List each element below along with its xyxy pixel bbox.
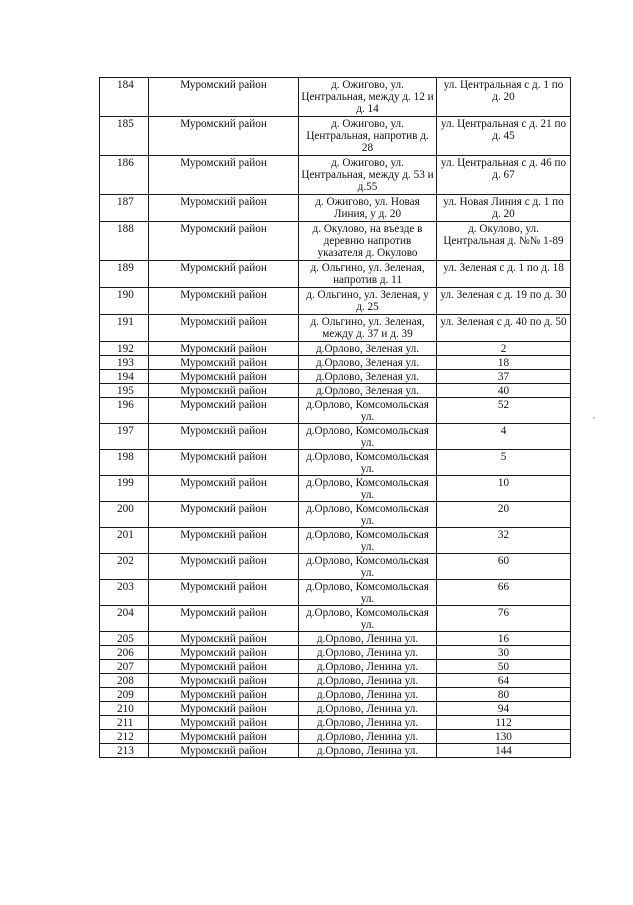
row-number: 208	[100, 674, 149, 688]
row-district: Муромский район	[149, 632, 299, 646]
row-district: Муромский район	[149, 384, 299, 398]
row-address: д. Окулово, на въезде в деревню напротив указателя д. Окулово	[299, 222, 437, 261]
row-houses: ул. Центральная с д. 1 по д. 20	[437, 78, 571, 117]
row-district: Муромский район	[149, 554, 299, 580]
table-row	[100, 744, 571, 758]
row-district: Муромский район	[149, 261, 299, 288]
row-district: Муромский район	[149, 646, 299, 660]
row-number: 203	[100, 580, 149, 606]
row-district: Муромский район	[149, 356, 299, 370]
row-number: 196	[100, 398, 149, 424]
table-row	[100, 660, 571, 674]
table-row	[100, 502, 571, 528]
row-address: д.Орлово, Комсомольская ул.	[299, 606, 437, 632]
row-address: д.Орлово, Зеленая ул.	[299, 384, 437, 398]
row-houses: д. Окулово, ул. Центральная д. №№ 1-89	[437, 222, 571, 261]
row-number: 213	[100, 744, 149, 758]
row-district: Муромский район	[149, 117, 299, 156]
row-number: 205	[100, 632, 149, 646]
table-row	[100, 450, 571, 476]
row-address: д.Орлово, Комсомольская ул.	[299, 398, 437, 424]
row-number: 200	[100, 502, 149, 528]
row-address: д. Ожигово, ул. Центральная, между д. 12 и д. 14	[299, 78, 437, 117]
row-district: Муромский район	[149, 702, 299, 716]
row-houses: 80	[437, 688, 571, 702]
row-address: д.Орлово, Комсомольская ул.	[299, 554, 437, 580]
row-district: Муромский район	[149, 606, 299, 632]
row-address: д.Орлово, Ленина ул.	[299, 632, 437, 646]
table-row	[100, 674, 571, 688]
row-district: Муромский район	[149, 476, 299, 502]
row-district: Муромский район	[149, 716, 299, 730]
row-address: д. Ольгино, ул. Зеленая, между д. 37 и д. 39	[299, 315, 437, 342]
row-number: 206	[100, 646, 149, 660]
row-address: д.Орлово, Ленина ул.	[299, 744, 437, 758]
row-number: 187	[100, 195, 149, 222]
table-row	[100, 398, 571, 424]
row-houses: 130	[437, 730, 571, 744]
row-address: д.Орлово, Комсомольская ул.	[299, 450, 437, 476]
row-houses: 16	[437, 632, 571, 646]
row-address: д.Орлово, Комсомольская ул.	[299, 580, 437, 606]
row-houses: 52	[437, 398, 571, 424]
table-row	[100, 384, 571, 398]
row-houses: 2	[437, 342, 571, 356]
table-row	[100, 646, 571, 660]
table-row	[100, 342, 571, 356]
row-address: д.Орлово, Ленина ул.	[299, 702, 437, 716]
table-row	[100, 356, 571, 370]
row-number: 198	[100, 450, 149, 476]
row-houses: 76	[437, 606, 571, 632]
row-houses: ул. Центральная с д. 46 по д. 67	[437, 156, 571, 195]
row-district: Муромский район	[149, 315, 299, 342]
row-address: д.Орлово, Комсомольская ул.	[299, 424, 437, 450]
row-district: Муромский район	[149, 660, 299, 674]
row-number: 186	[100, 156, 149, 195]
row-address: д. Ожигово, ул. Новая Линия, у д. 20	[299, 195, 437, 222]
row-houses: 18	[437, 356, 571, 370]
row-houses: 32	[437, 528, 571, 554]
row-district: Муромский район	[149, 502, 299, 528]
row-address: д. Ожигово, ул. Центральная, напротив д. 28	[299, 117, 437, 156]
address-table	[99, 77, 571, 758]
row-houses: ул. Зеленая с д. 40 по д. 50	[437, 315, 571, 342]
row-houses: 30	[437, 646, 571, 660]
row-houses: 60	[437, 554, 571, 580]
row-number: 191	[100, 315, 149, 342]
row-address: д.Орлово, Комсомольская ул.	[299, 528, 437, 554]
row-number: 202	[100, 554, 149, 580]
row-houses: 144	[437, 744, 571, 758]
scan-speck	[593, 417, 595, 419]
row-houses: 10	[437, 476, 571, 502]
row-number: 210	[100, 702, 149, 716]
table-row	[100, 476, 571, 502]
row-number: 190	[100, 288, 149, 315]
table-row	[100, 370, 571, 384]
row-address: д.Орлово, Ленина ул.	[299, 674, 437, 688]
row-number: 185	[100, 117, 149, 156]
row-number: 204	[100, 606, 149, 632]
row-district: Муромский район	[149, 424, 299, 450]
row-number: 212	[100, 730, 149, 744]
row-houses: ул. Зеленая с д. 19 по д. 30	[437, 288, 571, 315]
address-table-body	[100, 78, 571, 758]
row-houses: 37	[437, 370, 571, 384]
row-address: д.Орлово, Ленина ул.	[299, 660, 437, 674]
table-row	[100, 554, 571, 580]
row-number: 188	[100, 222, 149, 261]
row-district: Муромский район	[149, 528, 299, 554]
row-address: д.Орлово, Комсомольская ул.	[299, 476, 437, 502]
row-houses: 40	[437, 384, 571, 398]
row-number: 192	[100, 342, 149, 356]
row-district: Муромский район	[149, 78, 299, 117]
row-address: д.Орлово, Ленина ул.	[299, 688, 437, 702]
row-district: Муромский район	[149, 288, 299, 315]
row-district: Муромский район	[149, 450, 299, 476]
row-address: д. Ольгино, ул. Зеленая, у д. 25	[299, 288, 437, 315]
row-address: д.Орлово, Зеленая ул.	[299, 342, 437, 356]
row-houses: 112	[437, 716, 571, 730]
row-district: Муромский район	[149, 195, 299, 222]
row-houses: 66	[437, 580, 571, 606]
row-district: Муромский район	[149, 398, 299, 424]
table-row	[100, 156, 571, 195]
row-address: д.Орлово, Ленина ул.	[299, 730, 437, 744]
row-houses: 64	[437, 674, 571, 688]
row-number: 209	[100, 688, 149, 702]
row-houses: ул. Новая Линия с д. 1 по д. 20	[437, 195, 571, 222]
row-address: д.Орлово, Ленина ул.	[299, 646, 437, 660]
row-number: 194	[100, 370, 149, 384]
row-houses: 5	[437, 450, 571, 476]
table-row	[100, 195, 571, 222]
row-houses: ул. Зеленая с д. 1 по д. 18	[437, 261, 571, 288]
row-number: 211	[100, 716, 149, 730]
table-row	[100, 424, 571, 450]
table-row	[100, 78, 571, 117]
table-row	[100, 702, 571, 716]
table-row	[100, 716, 571, 730]
row-address: д.Орлово, Зеленая ул.	[299, 370, 437, 384]
row-address: д.Орлово, Комсомольская ул.	[299, 502, 437, 528]
row-district: Муромский район	[149, 342, 299, 356]
row-address: д.Орлово, Ленина ул.	[299, 716, 437, 730]
row-district: Муромский район	[149, 580, 299, 606]
row-number: 184	[100, 78, 149, 117]
row-houses: 50	[437, 660, 571, 674]
row-address: д. Ольгино, ул. Зеленая, напротив д. 11	[299, 261, 437, 288]
row-district: Муромский район	[149, 674, 299, 688]
row-houses: ул. Центральная с д. 21 по д. 45	[437, 117, 571, 156]
row-district: Муромский район	[149, 156, 299, 195]
row-district: Муромский район	[149, 222, 299, 261]
row-district: Муромский район	[149, 370, 299, 384]
table-row	[100, 580, 571, 606]
row-address: д. Ожигово, ул. Центральная, между д. 53 и д.55	[299, 156, 437, 195]
table-row	[100, 632, 571, 646]
table-row	[100, 288, 571, 315]
row-district: Муромский район	[149, 730, 299, 744]
row-number: 199	[100, 476, 149, 502]
table-row	[100, 117, 571, 156]
row-number: 189	[100, 261, 149, 288]
table-row	[100, 528, 571, 554]
table-row	[100, 730, 571, 744]
row-number: 197	[100, 424, 149, 450]
row-number: 195	[100, 384, 149, 398]
row-houses: 94	[437, 702, 571, 716]
table-row	[100, 688, 571, 702]
table-row	[100, 315, 571, 342]
row-district: Муромский район	[149, 744, 299, 758]
row-number: 207	[100, 660, 149, 674]
row-number: 193	[100, 356, 149, 370]
table-row	[100, 222, 571, 261]
row-houses: 20	[437, 502, 571, 528]
row-houses: 4	[437, 424, 571, 450]
row-district: Муромский район	[149, 688, 299, 702]
table-row	[100, 261, 571, 288]
row-address: д.Орлово, Зеленая ул.	[299, 356, 437, 370]
row-number: 201	[100, 528, 149, 554]
table-row	[100, 606, 571, 632]
